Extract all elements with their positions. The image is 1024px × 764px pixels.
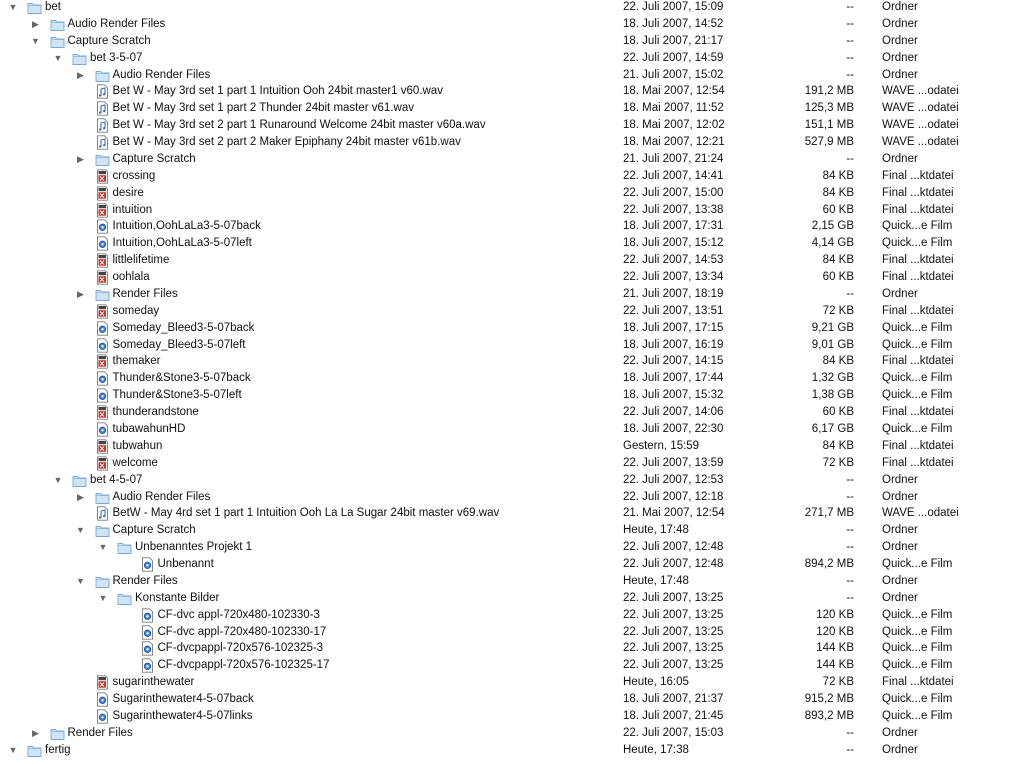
item-date: 18. Juli 2007, 14:52: [623, 17, 724, 30]
item-name: CF-dvc appl-720x480-102330-3: [157, 608, 320, 621]
file-row[interactable]: [0, 640, 1024, 657]
item-date: 22. Juli 2007, 13:59: [623, 456, 724, 469]
item-date: 22. Juli 2007, 14:41: [623, 169, 724, 182]
folder-row[interactable]: [0, 67, 1024, 84]
item-kind: Final ...ktdatei: [882, 186, 954, 199]
item-size: --: [846, 34, 854, 47]
item-date: 18. Mai 2007, 12:21: [623, 136, 725, 149]
item-date: 18. Mai 2007, 12:54: [623, 85, 725, 98]
item-kind: Final ...ktdatei: [882, 406, 954, 419]
item-size: 893,2 MB: [804, 709, 854, 722]
folder-icon: [117, 540, 132, 555]
item-kind: Quick...e Film: [882, 625, 953, 638]
quicktime-movie-icon: [140, 641, 155, 656]
item-size: --: [846, 541, 854, 554]
item-date: 22. Juli 2007, 15:09: [623, 1, 724, 13]
file-row[interactable]: [0, 168, 1024, 185]
item-name: Someday_Bleed3-5-07left: [112, 338, 246, 351]
folder-icon: [95, 152, 110, 167]
item-size: --: [846, 68, 854, 81]
item-kind: Final ...ktdatei: [882, 203, 954, 216]
item-kind: Quick...e Film: [882, 372, 953, 385]
item-size: 60 KB: [822, 271, 854, 284]
folder-row[interactable]: [0, 33, 1024, 50]
file-row[interactable]: [0, 657, 1024, 674]
item-date: 21. Mai 2007, 12:54: [623, 507, 725, 520]
file-row[interactable]: [0, 505, 1024, 522]
item-date: 22. Juli 2007, 14:06: [623, 406, 724, 419]
folder-icon: [27, 0, 42, 15]
file-row[interactable]: [0, 421, 1024, 438]
item-size: 84 KB: [822, 355, 854, 368]
folder-row[interactable]: [0, 489, 1024, 506]
item-kind: Ordner: [882, 34, 918, 47]
folder-icon: [50, 34, 65, 49]
item-date: 18. Mai 2007, 11:52: [623, 102, 724, 115]
item-date: 22. Juli 2007, 13:25: [623, 591, 724, 604]
disclosure-triangle-closed-icon[interactable]: ▶: [32, 727, 39, 738]
file-row[interactable]: [0, 185, 1024, 202]
item-kind: WAVE ...odatei: [882, 136, 959, 149]
item-kind: Ordner: [882, 1, 918, 13]
item-size: 915,2 MB: [804, 693, 854, 706]
item-kind: WAVE ...odatei: [882, 119, 959, 132]
disclosure-triangle-open-icon[interactable]: ▼: [98, 542, 108, 553]
final-cut-project-icon: [95, 203, 110, 218]
item-name: someday: [112, 304, 160, 317]
item-kind: Quick...e Film: [882, 220, 953, 233]
folder-icon: [27, 743, 42, 758]
item-size: 120 KB: [816, 608, 854, 621]
item-date: 21. Juli 2007, 18:19: [623, 287, 724, 300]
item-kind: Final ...ktdatei: [882, 676, 954, 689]
item-size: 271,7 MB: [804, 507, 854, 520]
item-size: 191,2 MB: [804, 85, 854, 98]
item-name: BetW - May 4rd set 1 part 1 Intuition Ooh La La Sugar 24bit master v69.wav: [112, 507, 500, 520]
file-row[interactable]: [0, 235, 1024, 252]
disclosure-triangle-closed-icon[interactable]: ▶: [77, 69, 84, 80]
item-date: 22. Juli 2007, 15:00: [623, 186, 724, 199]
item-date: 22. Juli 2007, 12:48: [623, 558, 724, 571]
item-date: 22. Juli 2007, 13:51: [623, 304, 724, 317]
item-name: Render Files: [112, 287, 178, 300]
item-size: 6,17 GB: [811, 423, 854, 435]
item-size: --: [846, 473, 854, 486]
item-name: Render Files: [67, 726, 133, 739]
disclosure-triangle-closed-icon[interactable]: ▶: [77, 153, 84, 164]
item-size: 72 KB: [822, 304, 854, 317]
folder-icon: [50, 726, 65, 741]
item-name: bet 4-5-07: [90, 473, 143, 486]
item-name: Audio Render Files: [67, 17, 166, 30]
item-name: Konstante Bilder: [135, 591, 220, 604]
file-row[interactable]: [0, 387, 1024, 404]
item-name: CF-dvcpappl-720x576-102325-3: [157, 642, 324, 655]
folder-icon: [95, 490, 110, 505]
item-size: 84 KB: [822, 169, 854, 182]
item-date: Heute, 16:05: [623, 676, 689, 689]
audio-file-icon: [95, 118, 110, 133]
file-row[interactable]: [0, 252, 1024, 269]
item-name: Bet W - May 3rd set 1 part 2 Thunder 24bit master v61.wav: [112, 102, 414, 115]
item-size: 72 KB: [822, 676, 854, 689]
item-name: Audio Render Files: [112, 68, 211, 81]
item-name: Unbenanntes Projekt 1: [135, 541, 252, 554]
item-size: 527,9 MB: [804, 136, 854, 149]
file-row[interactable]: [0, 134, 1024, 151]
folder-icon: [95, 523, 110, 538]
quicktime-movie-icon: [95, 219, 110, 234]
file-row[interactable]: [0, 100, 1024, 117]
file-row[interactable]: [0, 303, 1024, 320]
item-date: 18. Juli 2007, 21:17: [623, 34, 724, 47]
item-name: Bet W - May 3rd set 1 part 1 Intuition Ooh 24bit master1 v60.wav: [112, 85, 443, 98]
item-size: 60 KB: [822, 406, 854, 419]
quicktime-movie-icon: [95, 236, 110, 251]
item-size: 84 KB: [822, 439, 854, 452]
file-row[interactable]: [0, 117, 1024, 134]
folder-row[interactable]: [0, 472, 1024, 489]
item-name: tubawahunHD: [112, 423, 186, 435]
disclosure-triangle-open-icon[interactable]: ▼: [76, 525, 85, 536]
item-size: --: [846, 524, 854, 537]
folder-row[interactable]: [0, 522, 1024, 539]
item-size: 4,14 GB: [811, 237, 854, 250]
item-kind: Final ...ktdatei: [882, 169, 954, 182]
audio-file-icon: [95, 101, 110, 116]
item-name: CF-dvc appl-720x480-102330-17: [157, 625, 327, 638]
item-name: Sugarinthewater4-5-07links: [112, 709, 253, 722]
final-cut-project-icon: [95, 169, 110, 184]
item-date: 18. Juli 2007, 21:45: [623, 709, 724, 722]
item-kind: Ordner: [882, 473, 918, 486]
item-name: CF-dvcpappl-720x576-102325-17: [157, 659, 330, 672]
folder-row[interactable]: [0, 286, 1024, 303]
item-kind: Quick...e Film: [882, 659, 953, 672]
item-kind: Quick...e Film: [882, 608, 953, 621]
item-date: 22. Juli 2007, 14:15: [623, 355, 724, 368]
item-date: 18. Juli 2007, 15:32: [623, 389, 724, 402]
quicktime-movie-icon: [95, 338, 110, 353]
item-kind: Ordner: [882, 51, 918, 64]
final-cut-project-icon: [95, 354, 110, 369]
item-kind: Quick...e Film: [882, 237, 953, 250]
folder-row[interactable]: [0, 590, 1024, 607]
folder-row[interactable]: [0, 725, 1024, 742]
quicktime-movie-icon: [95, 388, 110, 403]
item-kind: Ordner: [882, 287, 918, 300]
item-kind: Quick...e Film: [882, 642, 953, 655]
item-name: Bet W - May 3rd set 2 part 2 Maker Epiphany 24bit master v61b.wav: [112, 136, 461, 149]
quicktime-movie-icon: [95, 321, 110, 336]
item-kind: Ordner: [882, 490, 918, 503]
item-size: 9,01 GB: [811, 338, 854, 351]
item-date: 18. Juli 2007, 17:15: [623, 321, 724, 334]
item-size: 120 KB: [816, 625, 854, 638]
item-name: tubwahun: [112, 439, 163, 452]
item-kind: Quick...e Film: [882, 709, 953, 722]
item-kind: Quick...e Film: [882, 693, 953, 706]
folder-icon: [72, 473, 87, 488]
folder-icon: [50, 17, 65, 32]
item-kind: Final ...ktdatei: [882, 439, 954, 452]
item-kind: Ordner: [882, 541, 918, 554]
item-date: 18. Juli 2007, 22:30: [623, 423, 724, 435]
file-row[interactable]: [0, 269, 1024, 286]
final-cut-project-icon: [95, 270, 110, 285]
quicktime-movie-icon: [95, 371, 110, 386]
item-size: --: [846, 726, 854, 739]
folder-icon: [95, 574, 110, 589]
item-size: 60 KB: [822, 203, 854, 216]
disclosure-triangle-open-icon[interactable]: ▼: [98, 592, 108, 603]
item-name: Capture Scratch: [112, 524, 196, 537]
item-kind: Ordner: [882, 524, 918, 537]
item-name: desire: [112, 186, 144, 199]
quicktime-movie-icon: [95, 692, 110, 707]
quicktime-movie-icon: [95, 422, 110, 437]
item-size: 9,21 GB: [811, 321, 854, 334]
item-date: 18. Juli 2007, 16:19: [623, 338, 724, 351]
quicktime-movie-icon: [95, 709, 110, 724]
final-cut-project-icon: [95, 439, 110, 454]
item-date: 22. Juli 2007, 13:25: [623, 659, 724, 672]
file-row[interactable]: [0, 83, 1024, 100]
item-name: Someday_Bleed3-5-07back: [112, 321, 255, 334]
file-row[interactable]: [0, 202, 1024, 219]
item-name: Capture Scratch: [112, 152, 196, 165]
item-name: Audio Render Files: [112, 490, 211, 503]
item-kind: Ordner: [882, 591, 918, 604]
audio-file-icon: [95, 84, 110, 99]
item-kind: Final ...ktdatei: [882, 304, 954, 317]
item-name: thunderandstone: [112, 406, 199, 419]
item-size: 125,3 MB: [804, 102, 854, 115]
file-row[interactable]: [0, 455, 1024, 472]
file-row[interactable]: [0, 624, 1024, 641]
item-name: intuition: [112, 203, 153, 216]
item-size: --: [846, 574, 854, 587]
item-size: 72 KB: [822, 456, 854, 469]
folder-row[interactable]: [0, 742, 1024, 759]
quicktime-movie-icon: [140, 608, 155, 623]
item-name: Intuition,OohLaLa3-5-07left: [112, 237, 252, 250]
item-date: 18. Juli 2007, 17:31: [623, 220, 724, 233]
audio-file-icon: [95, 506, 110, 521]
disclosure-triangle-open-icon[interactable]: ▼: [53, 52, 63, 63]
final-cut-project-icon: [95, 675, 110, 690]
item-kind: Quick...e Film: [882, 558, 953, 571]
item-kind: Ordner: [882, 726, 918, 739]
item-name: bet: [45, 1, 61, 13]
item-date: 21. Juli 2007, 21:24: [623, 152, 724, 165]
item-name: Intuition,OohLaLa3-5-07back: [112, 220, 261, 233]
item-name: Bet W - May 3rd set 2 part 1 Runaround Welcome 24bit master v60a.wav: [112, 119, 486, 132]
item-date: Heute, 17:48: [623, 574, 689, 587]
item-size: --: [846, 17, 854, 30]
item-name: Sugarinthewater4-5-07back: [112, 693, 254, 706]
item-name: bet 3-5-07: [90, 51, 143, 64]
item-size: --: [846, 1, 854, 13]
folder-icon: [95, 287, 110, 302]
item-kind: Ordner: [882, 17, 918, 30]
item-size: --: [846, 743, 854, 756]
item-name: Unbenannt: [157, 558, 214, 571]
file-row[interactable]: [0, 353, 1024, 370]
item-date: 22. Juli 2007, 13:25: [623, 642, 724, 655]
item-size: --: [846, 490, 854, 503]
item-date: 18. Juli 2007, 15:12: [623, 237, 724, 250]
item-name: Capture Scratch: [67, 34, 151, 47]
item-date: 22. Juli 2007, 13:25: [623, 608, 724, 621]
item-kind: WAVE ...odatei: [882, 102, 959, 115]
item-size: 84 KB: [822, 254, 854, 267]
item-kind: Quick...e Film: [882, 389, 953, 402]
item-size: 2,15 GB: [811, 220, 854, 233]
file-row[interactable]: [0, 320, 1024, 337]
item-size: --: [846, 591, 854, 604]
item-date: 22. Juli 2007, 12:18: [623, 490, 724, 503]
item-kind: Final ...ktdatei: [882, 254, 954, 267]
disclosure-triangle-open-icon[interactable]: ▼: [8, 2, 18, 12]
item-kind: Final ...ktdatei: [882, 456, 954, 469]
folder-row[interactable]: [0, 0, 1024, 16]
item-kind: WAVE ...odatei: [882, 85, 959, 98]
folder-row[interactable]: [0, 573, 1024, 590]
file-row[interactable]: [0, 370, 1024, 387]
item-size: --: [846, 51, 854, 64]
final-cut-project-icon: [95, 456, 110, 471]
item-date: 18. Juli 2007, 17:44: [623, 372, 724, 385]
quicktime-movie-icon: [140, 625, 155, 640]
folder-row[interactable]: [0, 16, 1024, 33]
item-date: Heute, 17:38: [623, 743, 689, 756]
item-name: Thunder&Stone3-5-07left: [112, 389, 242, 402]
item-date: 22. Juli 2007, 13:25: [623, 625, 724, 638]
item-date: 18. Juli 2007, 21:37: [623, 693, 724, 706]
item-date: 22. Juli 2007, 12:53: [623, 473, 724, 486]
item-name: fertig: [45, 743, 71, 756]
item-date: 18. Mai 2007, 12:02: [623, 119, 725, 132]
item-name: Thunder&Stone3-5-07back: [112, 372, 251, 385]
item-name: Render Files: [112, 574, 178, 587]
item-kind: Final ...ktdatei: [882, 271, 954, 284]
item-kind: Quick...e Film: [882, 338, 953, 351]
item-size: --: [846, 152, 854, 165]
disclosure-triangle-closed-icon[interactable]: ▶: [77, 491, 84, 502]
item-date: 22. Juli 2007, 14:53: [623, 254, 724, 267]
item-size: 144 KB: [816, 659, 854, 672]
item-name: welcome: [112, 456, 158, 469]
item-size: 144 KB: [816, 642, 854, 655]
audio-file-icon: [95, 135, 110, 150]
item-size: 894,2 MB: [804, 558, 854, 571]
item-date: 22. Juli 2007, 14:59: [623, 51, 724, 64]
file-row[interactable]: [0, 218, 1024, 235]
item-name: crossing: [112, 169, 156, 182]
item-date: 22. Juli 2007, 13:34: [623, 271, 724, 284]
item-kind: Quick...e Film: [882, 321, 953, 334]
final-cut-project-icon: [95, 253, 110, 268]
file-row[interactable]: [0, 337, 1024, 354]
item-name: oohlala: [112, 271, 150, 284]
item-size: 1,32 GB: [811, 372, 854, 385]
item-date: 22. Juli 2007, 13:38: [623, 203, 724, 216]
item-name: littlelifetime: [112, 254, 170, 267]
item-name: sugarinthewater: [112, 676, 195, 689]
file-row[interactable]: [0, 674, 1024, 691]
final-cut-project-icon: [95, 304, 110, 319]
item-date: Heute, 17:48: [623, 524, 689, 537]
disclosure-triangle-open-icon[interactable]: ▼: [8, 744, 18, 755]
item-date: 22. Juli 2007, 12:48: [623, 541, 724, 554]
item-kind: Final ...ktdatei: [882, 355, 954, 368]
folder-icon: [72, 51, 87, 66]
final-cut-project-icon: [95, 186, 110, 201]
file-row[interactable]: [0, 556, 1024, 573]
disclosure-triangle-closed-icon[interactable]: ▶: [32, 18, 39, 29]
item-size: 1,38 GB: [811, 389, 854, 402]
item-kind: Ordner: [882, 152, 918, 165]
item-date: 21. Juli 2007, 15:02: [623, 68, 724, 81]
item-size: 151,1 MB: [804, 119, 854, 132]
folder-row[interactable]: [0, 50, 1024, 67]
item-date: Gestern, 15:59: [623, 439, 700, 452]
final-cut-project-icon: [95, 405, 110, 420]
quicktime-movie-icon: [140, 557, 155, 572]
item-size: --: [846, 287, 854, 300]
folder-icon: [95, 68, 110, 83]
item-kind: Ordner: [882, 743, 918, 756]
file-row[interactable]: [0, 404, 1024, 421]
file-row[interactable]: [0, 607, 1024, 624]
quicktime-movie-icon: [140, 658, 155, 673]
item-name: themaker: [112, 355, 161, 368]
file-row[interactable]: [0, 708, 1024, 725]
file-row[interactable]: [0, 438, 1024, 455]
item-date: 22. Juli 2007, 15:03: [623, 726, 724, 739]
disclosure-triangle-open-icon[interactable]: ▼: [76, 575, 85, 586]
folder-row[interactable]: [0, 151, 1024, 168]
folder-row[interactable]: [0, 539, 1024, 556]
item-kind: Quick...e Film: [882, 423, 953, 435]
disclosure-triangle-open-icon[interactable]: ▼: [53, 474, 63, 485]
item-kind: Ordner: [882, 68, 918, 81]
file-row[interactable]: [0, 691, 1024, 708]
item-kind: Ordner: [882, 574, 918, 587]
item-size: 84 KB: [822, 186, 854, 199]
disclosure-triangle-open-icon[interactable]: ▼: [31, 35, 40, 46]
item-kind: WAVE ...odatei: [882, 507, 959, 520]
disclosure-triangle-closed-icon[interactable]: ▶: [77, 288, 84, 299]
folder-icon: [117, 591, 132, 606]
